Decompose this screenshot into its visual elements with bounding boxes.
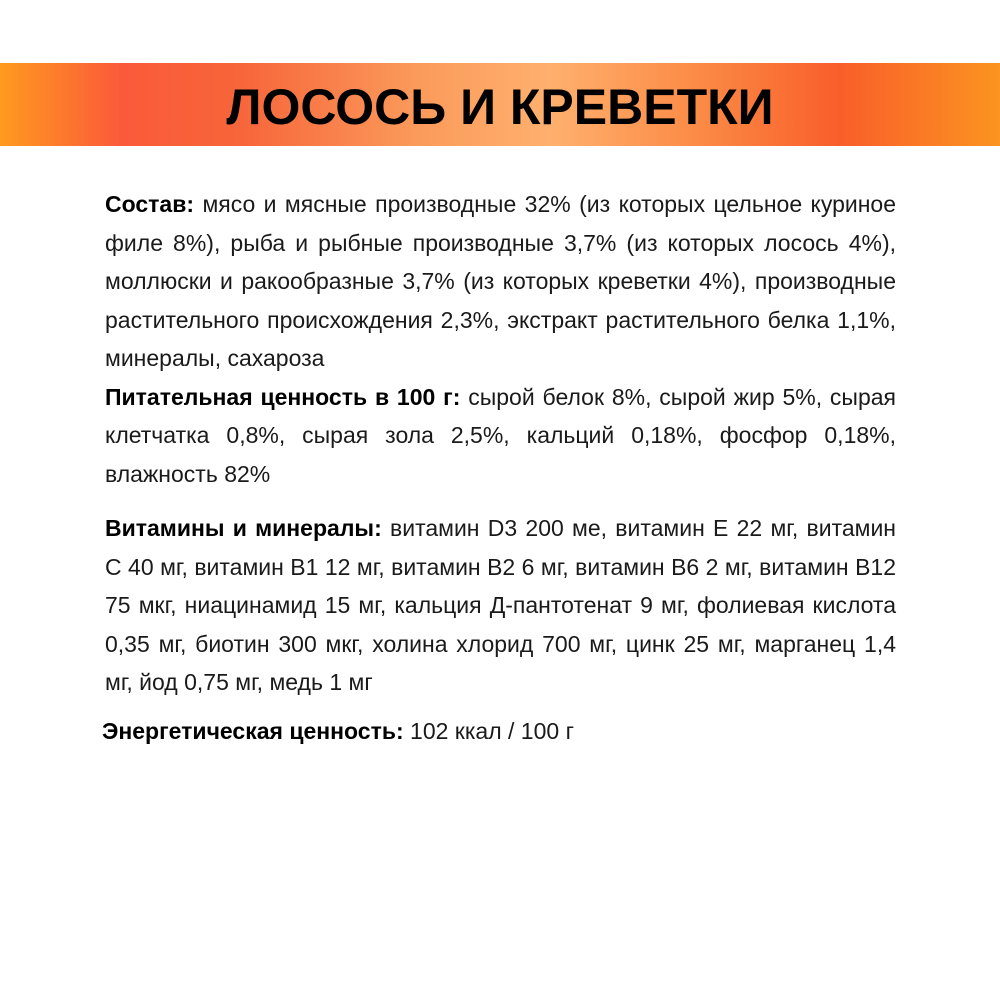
nutrition-paragraph bbox=[105, 378, 896, 494]
vitamins-label: Витамины и минералы: bbox=[105, 515, 382, 541]
page-title: ЛОСОСЬ И КРЕВЕТКИ bbox=[226, 79, 774, 135]
nutrition-text: сырой белок 8%, сырой жир 5%, сырая клетчатка 0,8%, сырая зола 2,5%, кальций 0,18%, фосфор 0,18%, влажность 82% bbox=[105, 383, 897, 487]
vitamins-text: витамин D3 200 ме, витамин Е 22 мг, витамин С 40 мг, витамин В1 12 мг, витамин В2 6 мг, витамин В6 2 мг, витамин В12 75 мкг, ниацинамид 15 мг, кальция Д-пантотенат 9 мг, фолиевая кислота 0,35 мг, биотин 300 мкг, холина хлорид 700 мг, цинк 25 мг, марганец 1,4 мг, йод 0,75 мг, медь 1 мг bbox=[105, 515, 896, 695]
energy-label: Энергетическая ценность: bbox=[102, 717, 404, 744]
product-description bbox=[102, 185, 897, 750]
composition-paragraph bbox=[105, 185, 896, 378]
vitamins-paragraph bbox=[105, 509, 896, 702]
composition-text: мясо и мясные производные 32% (из которых цельное куриное филе 8%), рыба и рыбные производные 3,7% (из которых лосось 4%), моллюски и ракообразные 3,7% (из которых креветки 4%), производные растительного происхождения 2,3%, экстракт растительного белка 1,1%, минералы, сахароза bbox=[105, 191, 897, 371]
energy-paragraph bbox=[102, 712, 896, 751]
energy-text: 102 ккал / 100 г bbox=[410, 717, 574, 744]
composition-label: Состав: bbox=[105, 191, 195, 217]
title-banner bbox=[0, 63, 1000, 146]
nutrition-label: Питательная ценность в 100 г: bbox=[105, 383, 461, 410]
